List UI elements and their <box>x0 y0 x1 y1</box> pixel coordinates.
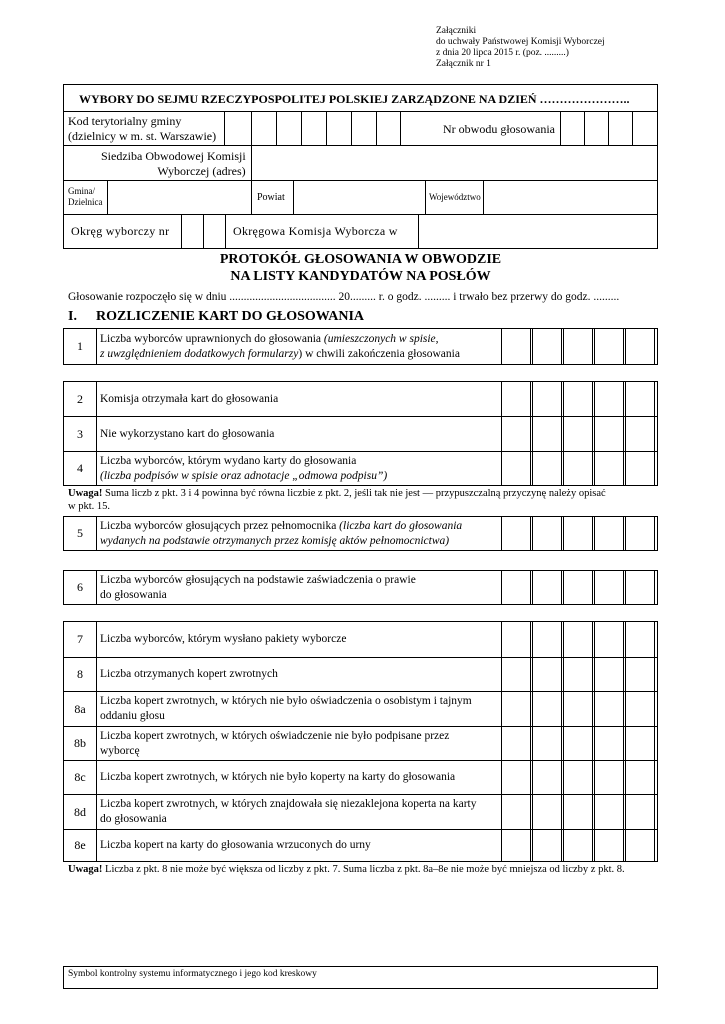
row-number: 2 <box>64 382 97 416</box>
label-line: Dzielnica <box>68 197 103 207</box>
note-text: Suma liczb z pkt. 3 i 4 powinna być równa liczbie z pkt. 2, jeśli tak nie jest — przypuszczalną przyczynę należy opisać <box>102 488 606 499</box>
row-2 <box>63 381 658 416</box>
desc-text: do głosowania <box>100 813 167 825</box>
row-3 <box>63 416 658 451</box>
desc-text: wydanych na podstawie otrzymanych przez komisję aktów pełnomocnictwa) <box>100 535 450 547</box>
desc-text: Liczba wyborców, którym wydano karty do głosowania <box>100 455 357 467</box>
row-description <box>100 332 460 362</box>
header-note <box>436 26 605 70</box>
row-description: Liczba wyborców, którym wysłano pakiety wyborcze <box>100 633 347 645</box>
okreg-cell <box>225 214 226 249</box>
powiat-label: Powiat <box>257 192 285 203</box>
okreg-cell <box>181 214 182 249</box>
label-line: (dzielnicy w m. st. Warszawie) <box>68 129 217 143</box>
district-no-label: Nr obwodu głosowania <box>443 122 555 136</box>
code-cell <box>376 111 377 145</box>
gmina-label <box>68 186 102 208</box>
digit-boxes <box>501 726 655 761</box>
okreg-nr-label: Okręg wyborczy nr <box>71 224 170 238</box>
digit-boxes <box>501 829 655 862</box>
digit-boxes <box>501 416 655 452</box>
divider <box>63 214 658 215</box>
code-cell <box>276 111 277 145</box>
note-text: Liczba z pkt. 8 nie może być większa od liczby z pkt. 7. Suma liczba z pkt. 8a–8e nie może być mniejsza od liczby z pkt. 8. <box>102 864 625 875</box>
seat-label <box>101 149 246 179</box>
label-line: Gmina/ <box>68 186 95 196</box>
digit-boxes <box>501 621 655 658</box>
protocol-title <box>63 251 658 285</box>
note-text: w pkt. 15. <box>68 501 110 512</box>
desc-text: Liczba wyborców głosujących na podstawie zaświadczenia o prawie <box>100 574 416 586</box>
row-description <box>100 797 476 827</box>
label-line: Kod terytorialny gminy <box>68 114 182 128</box>
note-1 <box>68 487 606 513</box>
label-line: Wyborczej (adres) <box>157 164 246 178</box>
row-description <box>100 454 387 484</box>
row-8e <box>63 829 658 862</box>
row-number: 8a <box>64 692 97 726</box>
row-number: 8 <box>64 658 97 691</box>
territorial-code-label <box>68 114 216 144</box>
digit-boxes <box>501 381 655 417</box>
desc-text: Liczba kopert zwrotnych, w których znajdowała się niezaklejona koperta na karty <box>100 798 477 810</box>
code-cell <box>400 111 401 145</box>
digit-boxes <box>501 657 655 692</box>
protocol-title-line: NA LISTY KANDYDATÓW NA POSŁÓW <box>230 269 491 284</box>
digit-boxes <box>501 516 655 551</box>
desc-text: do głosowania <box>100 589 167 601</box>
digit-boxes <box>501 691 655 727</box>
note-2 <box>68 864 625 875</box>
header-note-line: Załączniki <box>436 26 477 36</box>
desc-text: wyborcę <box>100 745 140 757</box>
row-number: 8d <box>64 795 97 829</box>
header-note-line: Załącznik nr 1 <box>436 59 491 69</box>
okregowa-komisja-label: Okręgowa Komisja Wyborcza w <box>233 224 398 238</box>
row-1 <box>63 328 658 365</box>
divider <box>224 111 225 145</box>
digit-boxes <box>501 570 655 605</box>
row-number: 8b <box>64 727 97 760</box>
election-title: WYBORY DO SEJMU RZECZYPOSPOLITEJ POLSKIEJ ZARZĄDZONE NA DZIEŃ ………………….. <box>79 92 630 106</box>
section-title: ROZLICZENIE KART DO GŁOSOWANIA <box>96 309 365 324</box>
desc-text: Liczba kopert zwrotnych, w których nie było oświadczenia o osobistym i tajnym <box>100 695 472 707</box>
row-description <box>100 694 472 724</box>
row-description: Liczba kopert zwrotnych, w których nie było koperty na karty do głosowania <box>100 771 456 783</box>
label-line: Siedziba Obwodowej Komisji <box>101 149 246 163</box>
divider <box>107 180 108 214</box>
note-bold: Uwaga! <box>68 488 103 499</box>
row-number: 6 <box>64 571 97 604</box>
okreg-cell <box>203 214 204 249</box>
row-number: 8c <box>64 761 97 794</box>
row-6 <box>63 570 658 605</box>
district-cell <box>584 111 585 145</box>
row-number: 5 <box>64 517 97 550</box>
divider <box>483 180 484 214</box>
divider <box>293 180 294 214</box>
row-8b <box>63 726 658 760</box>
digit-boxes <box>501 328 655 365</box>
row-number: 7 <box>64 622 97 657</box>
footer-text: Symbol kontrolny systemu informatycznego i jego kod kreskowy <box>68 969 317 979</box>
row-number: 4 <box>64 452 97 485</box>
code-cell <box>251 111 252 145</box>
code-cell <box>326 111 327 145</box>
row-description: Komisja otrzymała kart do głosowania <box>100 393 279 405</box>
row-4 <box>63 451 658 486</box>
row-description: Liczba kopert na karty do głosowania wrzuconych do urny <box>100 839 371 851</box>
digit-boxes <box>501 451 655 486</box>
desc-text: (umieszczonych w spisie, <box>323 333 439 345</box>
wojewodztwo-label: Województwo <box>429 192 481 202</box>
code-cell <box>301 111 302 145</box>
desc-text: (liczba kart do głosowania <box>339 520 463 532</box>
row-description <box>100 729 449 759</box>
row-7 <box>63 621 658 657</box>
row-5 <box>63 516 658 551</box>
row-8 <box>63 657 658 691</box>
row-description <box>100 519 462 549</box>
desc-text: ) w chwili zakończenia głosowania <box>298 348 460 360</box>
row-8a <box>63 691 658 726</box>
desc-text: Liczba kopert zwrotnych, w których oświadczenie nie było podpisane przez <box>100 730 450 742</box>
footer-box <box>63 966 658 989</box>
note-bold: Uwaga! <box>68 864 103 875</box>
desc-text: Liczba wyborców uprawnionych do głosowania <box>100 333 324 345</box>
divider <box>251 180 252 214</box>
row-description: Nie wykorzystano kart do głosowania <box>100 428 275 440</box>
code-cell <box>351 111 352 145</box>
district-cell <box>560 111 561 145</box>
row-8d <box>63 794 658 829</box>
protocol-title-line: PROTOKÓŁ GŁOSOWANIA W OBWODZIE <box>219 252 502 267</box>
digit-boxes <box>501 760 655 795</box>
divider <box>63 145 658 146</box>
divider <box>418 214 419 249</box>
section-number: I. <box>68 309 77 324</box>
header-note-line: do uchwały Państwowej Komisji Wyborczej <box>436 37 605 47</box>
row-number: 8e <box>64 830 97 861</box>
row-number: 1 <box>64 329 97 364</box>
header-note-line: z dnia 20 lipca 2015 r. (poz. .........) <box>436 48 569 58</box>
digit-boxes <box>501 794 655 830</box>
desc-text: (liczba podpisów w spisie oraz adnotacje „odmowa podpisu”) <box>100 470 388 482</box>
desc-text: oddaniu głosu <box>100 710 165 722</box>
desc-text: z uwzględnieniem dodatkowych formularzy <box>100 348 299 360</box>
row-description <box>100 573 416 603</box>
divider <box>63 180 658 181</box>
row-8c <box>63 760 658 794</box>
district-cell <box>608 111 609 145</box>
desc-text: Liczba wyborców głosujących przez pełnomocnika <box>100 520 340 532</box>
divider <box>63 111 658 112</box>
voting-started-text: Głosowanie rozpoczęło się w dniu ..................................... 20......... r. o godz. ......... i trwało bez przerwy do godz. ......... <box>68 291 620 303</box>
divider <box>251 145 252 180</box>
row-number: 3 <box>64 417 97 451</box>
row-description: Liczba otrzymanych kopert zwrotnych <box>100 668 278 680</box>
divider <box>425 180 426 214</box>
district-cell <box>632 111 633 145</box>
